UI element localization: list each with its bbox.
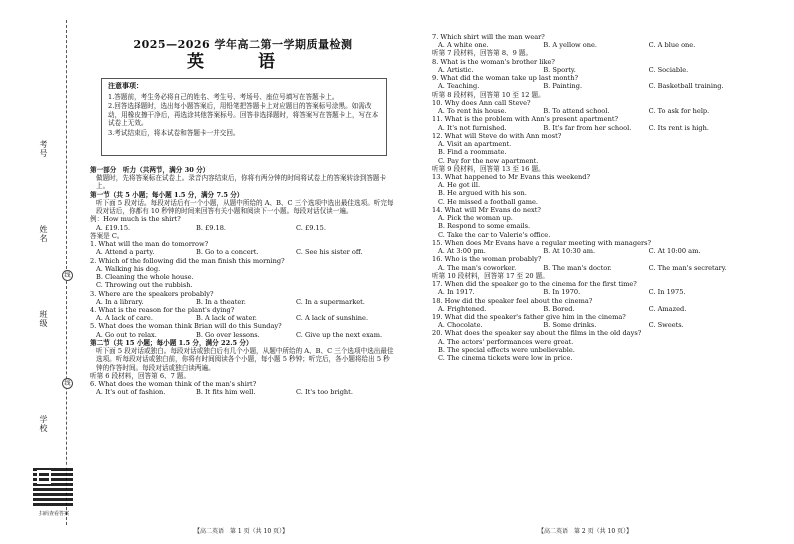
part1-intro: 做题时，先将答案标在试卷上。录音内容结束后，你将有两分钟的时间将试卷上的答案转涂到答题卡上。 bbox=[96, 174, 387, 191]
options bbox=[432, 288, 754, 296]
sub-heading: 听第 10 段材料，回答第 17 至 20 题。 bbox=[432, 271, 549, 280]
sub-heading: 听第 8 段材料，回答第 10 至 12 题。 bbox=[432, 90, 545, 99]
options bbox=[432, 82, 754, 90]
option: C. The man's secretary. bbox=[648, 263, 727, 272]
option: B. Go over lessons. bbox=[196, 330, 260, 339]
option: C. Sociable. bbox=[648, 65, 689, 74]
options bbox=[432, 264, 754, 272]
option: B. Find a roommate. bbox=[438, 148, 507, 157]
notice-item: 3.考试结束后，将本试卷和答题卡一并交回。 bbox=[108, 128, 240, 137]
options bbox=[90, 331, 396, 339]
option: A. It's out of fashion. bbox=[96, 388, 166, 397]
question: 9. What did the woman take up last month? bbox=[432, 74, 578, 83]
sub-heading: 听第 6 段材料，回答第 6、7 题。 bbox=[90, 371, 191, 380]
option: A. At 3:00 pm. bbox=[438, 247, 486, 256]
exam-no-label: 考号 bbox=[39, 140, 48, 158]
option: C. To ask for help. bbox=[648, 107, 710, 116]
example-question: 例：How much is the shirt? bbox=[90, 215, 181, 224]
option: B. Cleaning the whole house. bbox=[96, 273, 194, 282]
option: A. The actors' performances were great. bbox=[438, 337, 574, 346]
question: 11. What is the problem with Ann's present apartment? bbox=[432, 115, 619, 124]
question: 8. What is the woman's brother like? bbox=[432, 57, 555, 66]
notice-box bbox=[101, 78, 387, 156]
question: 10. Why does Ann call Steve? bbox=[432, 98, 531, 107]
option: A. Go out to relax. bbox=[96, 330, 157, 339]
option: B. The man's doctor. bbox=[543, 263, 612, 272]
option: A. Attend a party. bbox=[96, 248, 155, 257]
option: C. A blue one. bbox=[648, 41, 696, 50]
option: A. A lack of care. bbox=[96, 314, 153, 323]
sec1-intro: 听下面 5 段对话。每段对话后有一个小题，从题中所给的 A、B、C 三个选项中选出最佳选项。听完每段对话后，你都有 10 秒钟的时间来回答有关小题和阅读下一小题。每段对话仅读一遍。 bbox=[96, 198, 394, 216]
question: 19. What did the speaker's father give him in the cinema? bbox=[432, 312, 626, 321]
exam-title: 2025—2026 学年高二第一学期质量检测 bbox=[133, 38, 353, 51]
option: C. At 10:00 am. bbox=[648, 247, 701, 256]
option: C. Throwing out the rubbish. bbox=[96, 281, 193, 290]
question: 15. When does Mr Evans have a regular meeting with managers? bbox=[432, 238, 652, 247]
options bbox=[432, 321, 754, 329]
question: 13. What happened to Mr Evans this weekend? bbox=[432, 172, 591, 181]
option: B. A lack of water. bbox=[196, 314, 257, 323]
option: A. The man's coworker. bbox=[438, 263, 517, 272]
binding-circle: 线 bbox=[62, 270, 73, 281]
option: B. Some drinks. bbox=[543, 321, 597, 330]
option: B. Respond to some emails. bbox=[438, 222, 531, 231]
option: B. In a theater. bbox=[196, 297, 246, 306]
name-label: 姓名 bbox=[39, 225, 48, 243]
question: 5. What does the woman think Brian will do this Sunday? bbox=[90, 322, 282, 331]
option: A. To rent his house. bbox=[438, 107, 507, 116]
sec1-heading: 第一节（共 5 小题；每小题 1.5 分，满分 7.5 分） bbox=[90, 190, 244, 199]
question: 6. What does the woman think of the man's shirt? bbox=[90, 380, 257, 389]
options bbox=[90, 388, 396, 396]
option: B. He argued with his son. bbox=[438, 189, 527, 198]
option: A. In 1917. bbox=[438, 288, 475, 297]
option: C. He missed a football game. bbox=[438, 197, 539, 206]
question: 2. Which of the following did the man finish this morning? bbox=[90, 256, 285, 265]
options bbox=[90, 248, 396, 256]
option: C. Sweets. bbox=[648, 321, 684, 330]
option: C. Give up the next exam. bbox=[296, 330, 383, 339]
notice-title: 注意事项： bbox=[108, 81, 143, 90]
option: B. Go to a concert. bbox=[196, 248, 259, 257]
notice-item: 1.答题前，考生务必将自己的姓名、考生号、考场号、座位号填写在答题卡上。 bbox=[108, 92, 339, 101]
options bbox=[90, 298, 396, 306]
sub-heading: 听第 7 段材料，回答第 8、9 题。 bbox=[432, 49, 533, 58]
binding-margin bbox=[0, 0, 80, 544]
question: 17. When did the speaker go to the cinema for the first time? bbox=[432, 280, 637, 289]
option: C. A lack of sunshine. bbox=[296, 314, 369, 323]
question: 12. What will Steve do with Ann most? bbox=[432, 131, 562, 140]
notice-item: 2.回答选择题时，选出每小题答案后，用铅笔把答题卡上对应题目的答案标号涂黑。如需改动，用橡皮擦干净后，再选涂其他答案标号。回答非选择题时，将答案写在答题卡上，写在本试卷上无效。 bbox=[108, 102, 379, 127]
option: B. Sporty. bbox=[543, 65, 576, 74]
qr-caption: 扫码查看答案 bbox=[38, 511, 69, 517]
question: 3. Where are the speakers probably? bbox=[90, 289, 214, 298]
option: B. A yellow one. bbox=[543, 41, 597, 50]
question: 18. How did the speaker feel about the cinema? bbox=[432, 296, 593, 305]
option: A. Artistic. bbox=[438, 65, 474, 74]
option: A. It's not furnished. bbox=[438, 123, 507, 132]
option: C. It's too bright. bbox=[296, 388, 353, 397]
option: B. Painting. bbox=[543, 82, 583, 91]
option: A. Pick the woman up. bbox=[438, 214, 513, 223]
option: A. Frightened. bbox=[438, 304, 487, 313]
options bbox=[432, 107, 754, 115]
sub-heading: 听第 9 段材料，回答第 13 至 16 题。 bbox=[432, 164, 545, 173]
option: B. The special effects were unbelievable. bbox=[438, 345, 575, 354]
options bbox=[90, 314, 396, 322]
option: A. He got ill. bbox=[438, 181, 481, 190]
option: B. In 1970. bbox=[543, 288, 581, 297]
class-label: 班级 bbox=[39, 310, 48, 328]
option: C. In 1975. bbox=[648, 288, 686, 297]
question: 20. What does the speaker say about the films in the old days? bbox=[432, 329, 642, 338]
option: B. To attend school. bbox=[543, 107, 610, 116]
option: C. Take the car to Valerie's office. bbox=[438, 230, 551, 239]
option: C. Basketball training. bbox=[648, 82, 724, 91]
sec2-intro: 听下面 5 段对话或独白。每段对话或独白后有几个小题，从题中所给的 A、B、C 三个选项中选出最佳选项。听每段对话或独白前，你将有时间阅读各个小题，每小题 5 秒钟；听完后，各小题将给出 5 秒钟的作答时间。每段对话或独白读两遍。 bbox=[96, 347, 394, 372]
option: A. Visit an apartment. bbox=[438, 140, 512, 149]
question: 16. Who is the woman probably? bbox=[432, 255, 542, 264]
option: B. It's far from her school. bbox=[543, 123, 632, 132]
option: C. Amazed. bbox=[648, 304, 687, 313]
sec2-heading: 第二节（共 15 小题；每小题 1.5 分，满分 22.5 分） bbox=[90, 338, 253, 347]
option: B. Bored. bbox=[543, 304, 575, 313]
qr-code[interactable] bbox=[33, 466, 73, 506]
question: 1. What will the man do tomorrow? bbox=[90, 240, 209, 249]
option: C. Its rent is high. bbox=[648, 123, 709, 132]
option: A. Walking his dog. bbox=[96, 264, 161, 273]
option: B. £9.18. bbox=[196, 223, 227, 232]
right-questions bbox=[432, 33, 754, 362]
question: 7. Which shirt will the man wear? bbox=[432, 33, 545, 41]
options bbox=[432, 305, 754, 313]
option: C. In a supermarket. bbox=[296, 297, 365, 306]
option: A. Chocolate. bbox=[438, 321, 483, 330]
option: B. At 10:30 am. bbox=[543, 247, 596, 256]
school-label: 学校 bbox=[39, 415, 48, 433]
question: 4. What is the reason for the plant's dying? bbox=[90, 305, 235, 314]
page-footer-right: 【高二英语 第 2 页（共 10 页）】 bbox=[538, 528, 633, 535]
question: 14. What will Mr Evans do next? bbox=[432, 205, 541, 214]
option: B. It fits him well. bbox=[196, 388, 256, 397]
exam-subject: 英 语 bbox=[187, 52, 299, 72]
options bbox=[432, 66, 754, 74]
part1-heading: 第一部分 听力（共两节，满分 30 分） bbox=[90, 166, 210, 174]
options bbox=[432, 124, 754, 132]
option: C. The cinema tickets were low in price. bbox=[438, 354, 573, 363]
option: C. £9.15. bbox=[296, 223, 326, 232]
part1-block bbox=[90, 166, 396, 397]
example-answer: 答案是 C。 bbox=[90, 231, 124, 240]
page-footer-left: 【高二英语 第 1 页（共 10 页）】 bbox=[194, 528, 289, 535]
option: C. See his sister off. bbox=[296, 248, 363, 257]
option: A. A white one. bbox=[438, 41, 489, 50]
option: A. Teaching. bbox=[438, 82, 480, 91]
binding-circle: 线 bbox=[62, 378, 73, 389]
example-options bbox=[90, 224, 396, 232]
option: C. Pay for the new apartment. bbox=[438, 156, 539, 165]
options bbox=[432, 247, 754, 255]
option: A. In a library. bbox=[96, 297, 144, 306]
option: A. £19.15. bbox=[96, 223, 131, 232]
